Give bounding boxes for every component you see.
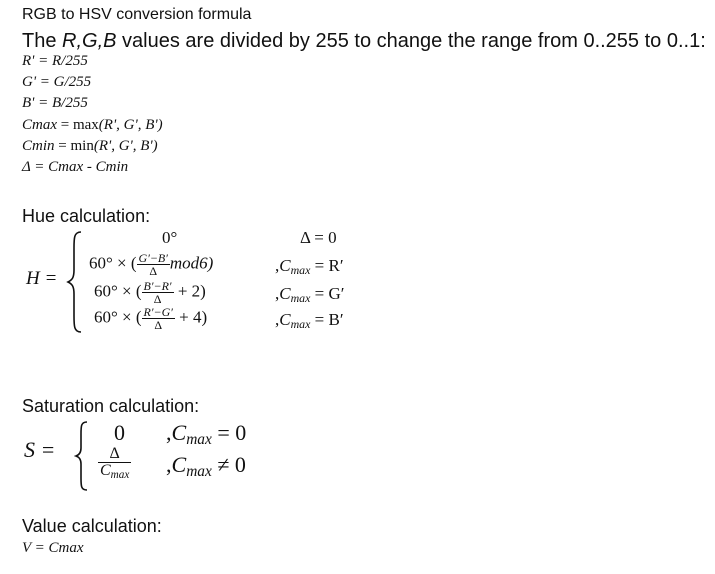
hue-lhs: H = — [26, 268, 58, 289]
delta-formula: Δ = Cmax - Cmin — [22, 159, 129, 175]
r-prime-formula: R' = R/255 — [22, 53, 88, 69]
cmin-formula — [22, 138, 158, 155]
cmax-formula — [22, 117, 163, 134]
hue-den-g: Δ — [153, 292, 162, 306]
hue-cond-delta: Δ = 0 — [300, 228, 337, 247]
saturation-brace — [74, 420, 90, 492]
intro-before: The — [22, 30, 63, 52]
cmin-lhs: Cmin — [22, 138, 55, 154]
cmin-args: (R', G', B') — [93, 138, 158, 154]
hue-cond-r: $,C_{max} = R'$ — [275, 256, 344, 277]
cmax-fn: max — [72, 117, 99, 133]
hue-brace — [66, 230, 84, 334]
hue-case-r: 60° × ( $\frac{G'-B'}{\Delta}$ mod6) — [89, 251, 214, 278]
hue-cond-g: $,C_{max} = G'$ — [275, 284, 345, 305]
intro-after: values are divided by 255 to change the range from 0..255 to 0..1: — [116, 30, 706, 52]
hue-case-g: 60° × ( $\frac{B'-R'}{\Delta}$ + 2) — [94, 279, 206, 306]
cmax-args: (R', G', B') — [98, 117, 163, 133]
hue-num-b: R′−G′ — [143, 305, 173, 319]
saturation-den: $C_{max}$ — [100, 462, 130, 481]
hue-cond-b: $,C_{max} = B'$ — [275, 310, 344, 331]
hue-case-zero: 0° — [162, 228, 178, 247]
g-prime-formula: G' = G/255 — [22, 74, 92, 90]
saturation-cond-ne: $,C_{max} \ne 0$ — [166, 452, 246, 480]
hue-den-r: Δ — [149, 264, 158, 278]
value-heading: Value calculation: — [22, 516, 162, 536]
hue-num-g: B′−R′ — [143, 279, 172, 293]
cmax-lhs: Cmax — [22, 117, 57, 133]
hue-den-b: Δ — [154, 318, 163, 332]
cmin-fn: min — [70, 138, 94, 154]
intro-vars: R,G,B — [62, 30, 117, 52]
intro-text — [22, 30, 706, 53]
page-title: RGB to HSV conversion formula — [22, 6, 252, 23]
cmin-eq: = — [54, 138, 71, 154]
saturation-num: Δ — [98, 446, 131, 463]
saturation-case-zero: 0 — [114, 420, 125, 445]
saturation-heading: Saturation calculation: — [22, 396, 200, 416]
hue-case-b: 60° × ( $\frac{R'-G'}{\Delta}$ + 4) — [94, 305, 208, 332]
saturation-lhs: S = — [24, 437, 56, 462]
b-prime-formula: B' = B/255 — [22, 95, 88, 111]
saturation-case-frac — [98, 446, 131, 481]
hue-num-r: G′−B′ — [138, 251, 168, 265]
saturation-cond-eq: $,C_{max} = 0$ — [166, 420, 247, 448]
value-formula: V = Cmax — [22, 540, 84, 556]
cmax-eq: = — [57, 117, 73, 133]
hue-heading: Hue calculation: — [22, 206, 151, 226]
